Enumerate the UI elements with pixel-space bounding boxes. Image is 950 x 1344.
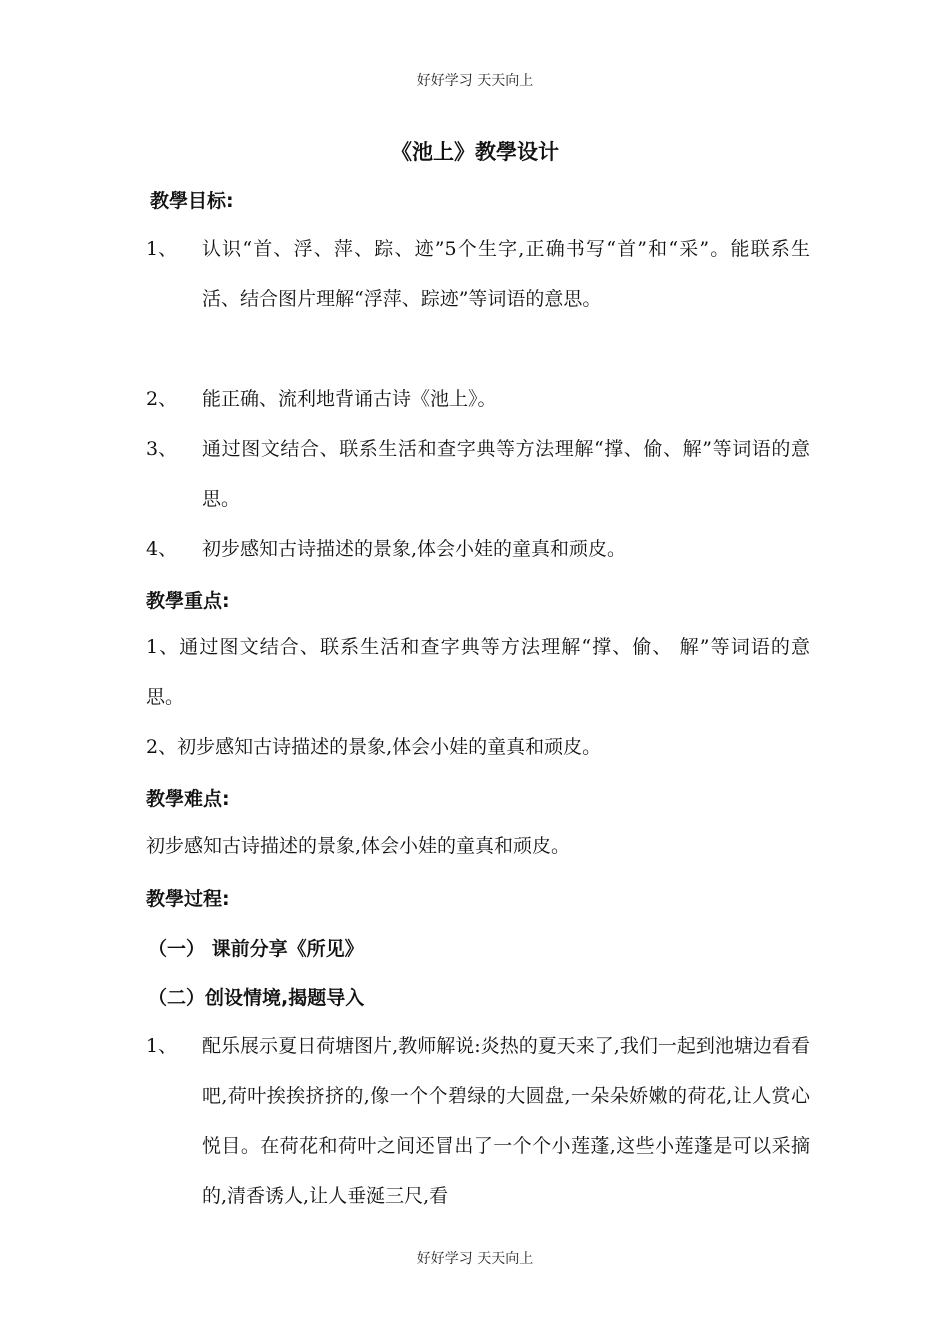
process-section-1: （一） 课前分享《所见》 — [148, 938, 364, 960]
goal-number: 4、 — [146, 538, 178, 560]
page-footer: 好好学习 天天向上 — [416, 1251, 534, 1267]
goal-number: 1、 — [146, 238, 178, 260]
goal-number: 3、 — [146, 438, 178, 460]
difficulty-heading: 教學难点: — [146, 788, 230, 810]
goal-text: 认识“首、浮、萍、踪、迹”5个生字,正确书写“首”和“采”。能联系生活、结合图片理解“浮萍、踪迹”等词语的意思。 — [202, 238, 810, 310]
goal-text: 能正确、流利地背诵古诗《池上》。 — [202, 388, 497, 410]
goal-item-4 — [146, 524, 810, 574]
goals-heading: 教學目标: — [150, 190, 234, 212]
goal-number: 2、 — [146, 388, 178, 410]
difficulty-paragraph: 初步感知古诗描述的景象,体会小娃的童真和顽皮。 — [146, 835, 571, 857]
document-title: 《池上》教學设计 — [391, 140, 559, 164]
goal-item-3 — [146, 424, 810, 524]
keypoint-paragraph-2: 2、初步感知古诗描述的景象,体会小娃的童真和顽皮。 — [146, 736, 602, 758]
keypoints-heading: 教學重点: — [146, 590, 230, 612]
goal-text: 初步感知古诗描述的景象,体会小娃的童真和顽皮。 — [202, 538, 627, 560]
goal-item-2 — [146, 374, 810, 424]
process-number: 1、 — [146, 1035, 178, 1057]
process-item-1 — [146, 1021, 810, 1221]
process-section-2: （二）创设情境,揭题导入 — [148, 987, 365, 1009]
process-heading: 教學过程: — [146, 888, 230, 910]
page-header: 好好学习 天天向上 — [416, 73, 534, 89]
goal-text: 通过图文结合、联系生活和查字典等方法理解“撑、偷、解”等词语的意思。 — [202, 438, 810, 510]
goal-item-1 — [146, 224, 810, 324]
keypoint-paragraph-1: 1、通过图文结合、联系生活和查字典等方法理解“撑、偷、 解”等词语的意思。 — [146, 636, 810, 708]
process-text: 配乐展示夏日荷塘图片,教师解说:炎热的夏天来了,我们一起到池塘边看看吧,荷叶挨挨挤挤的,像一个个碧绿的大圆盘,一朵朵娇嫩的荷花,让人赏心悦目。在荷花和荷叶之间还冒出了一个个小莲蓬,这些小莲蓬是可以采摘的,清香诱人,让人垂涎三尺,看 — [202, 1035, 810, 1207]
